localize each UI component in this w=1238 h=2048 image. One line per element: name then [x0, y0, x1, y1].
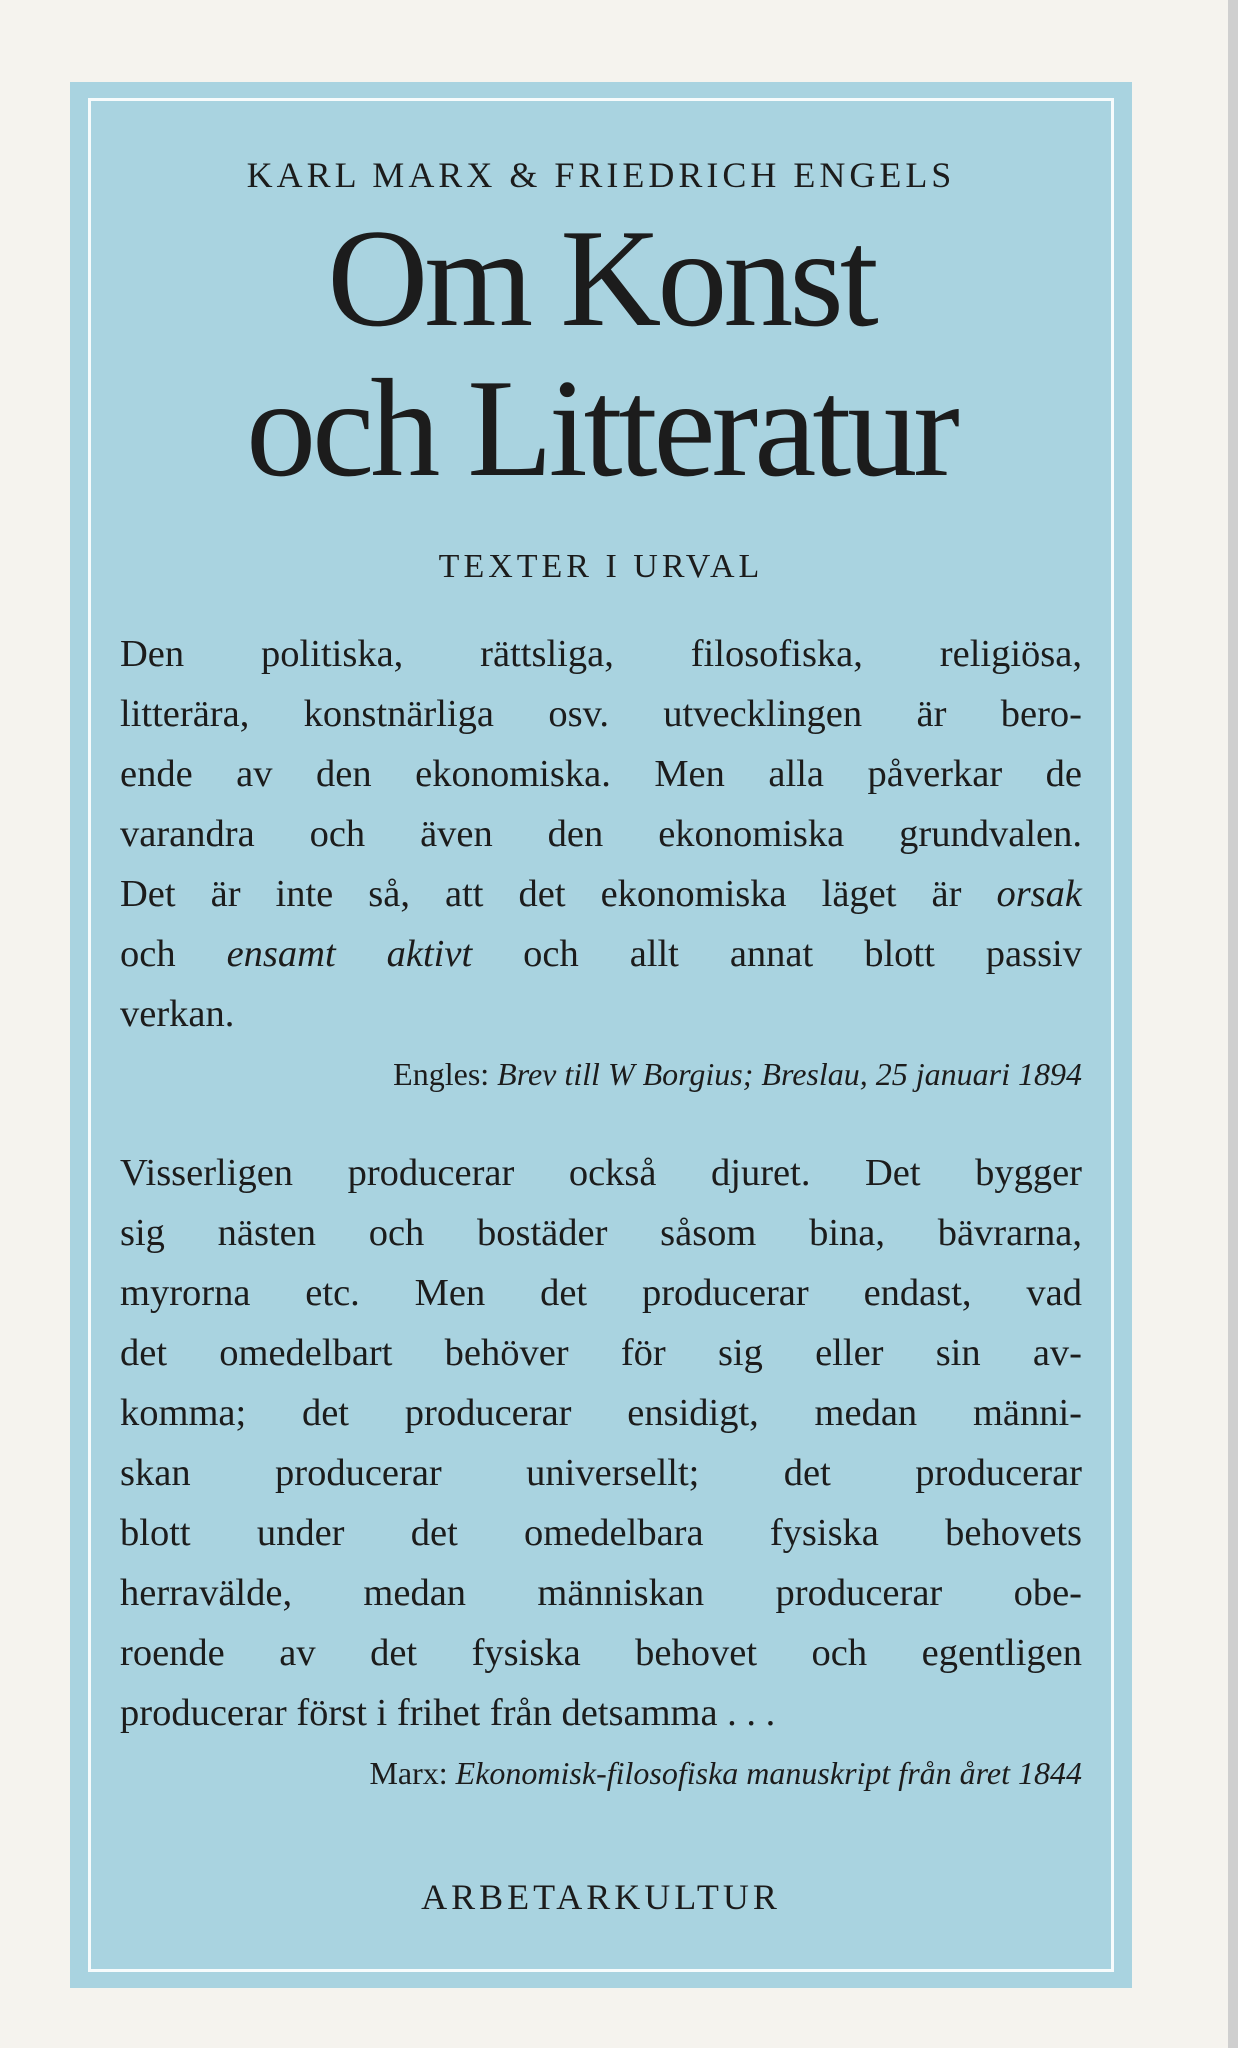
citation-source: Brev till W Borgius; Breslau, 25 januari 1894 — [497, 1056, 1082, 1092]
quote-line: litterära, konstnärliga osv. utvecklingen är bero- — [120, 693, 1082, 735]
quote-line: Visserligen producerar också djuret. Det bygger — [120, 1152, 1082, 1194]
quote-line: blott under det omedelbara fysiska behovets — [120, 1512, 1082, 1554]
engels-citation — [120, 1056, 1082, 1093]
quote-line: Den politiska, rättsliga, filosofiska, religiösa, — [120, 633, 1082, 675]
quote-line: varandra och även den ekonomiska grundvalen. — [120, 813, 1082, 855]
title-line-1: Om Konst — [327, 201, 875, 356]
quote-text: och allt annat blott passiv — [523, 933, 1083, 975]
subtitle: TEXTER I URVAL — [438, 548, 764, 585]
marx-citation — [120, 1755, 1082, 1792]
quote-line: roende av det fysiska behovet och egentligen — [120, 1632, 1082, 1674]
citation-author: Engles: — [393, 1056, 490, 1092]
book-title — [120, 201, 1082, 506]
quote-text: och — [120, 933, 176, 975]
quote-line — [120, 864, 1082, 924]
title-line-2: och Litteratur — [246, 351, 956, 506]
quote-line: ende av den ekonomiska. Men alla påverkar de — [120, 753, 1082, 795]
cover-panel — [70, 82, 1132, 1988]
quote-line: sig nästen och bostäder såsom bina, bävrarna, — [120, 1212, 1082, 1254]
quote-text: Det är inte så, att det ekonomiska läget är — [120, 873, 962, 915]
engels-quote — [120, 624, 1082, 1044]
quote-emphasis: orsak — [996, 873, 1082, 915]
marx-quote — [120, 1143, 1082, 1743]
quote-line: det omedelbart behöver för sig eller sin av- — [120, 1332, 1082, 1374]
quote-line: skan producerar universellt; det producerar — [120, 1452, 1082, 1494]
authors: KARL MARX & FRIEDRICH ENGELS — [246, 155, 956, 195]
quote-line — [120, 924, 1082, 984]
quote-emphasis: ensamt aktivt — [226, 933, 473, 975]
cover-content — [120, 124, 1082, 1918]
quote-line: myrorna etc. Men det producerar endast, vad — [120, 1272, 1082, 1314]
citation-source: Ekonomisk-filosofiska manuskript från året 1844 — [455, 1755, 1082, 1791]
quote-line: komma; det producerar ensidigt, medan männi- — [120, 1392, 1082, 1434]
quote-line: producerar först i frihet från detsamma . . . — [120, 1692, 776, 1734]
page-edge — [1228, 0, 1238, 2048]
quote-line: verkan. — [120, 993, 235, 1035]
quote-line: herravälde, medan människan producerar obe- — [120, 1572, 1082, 1614]
citation-author: Marx: — [369, 1755, 448, 1791]
publisher: ARBETARKULTUR — [421, 1877, 781, 1917]
